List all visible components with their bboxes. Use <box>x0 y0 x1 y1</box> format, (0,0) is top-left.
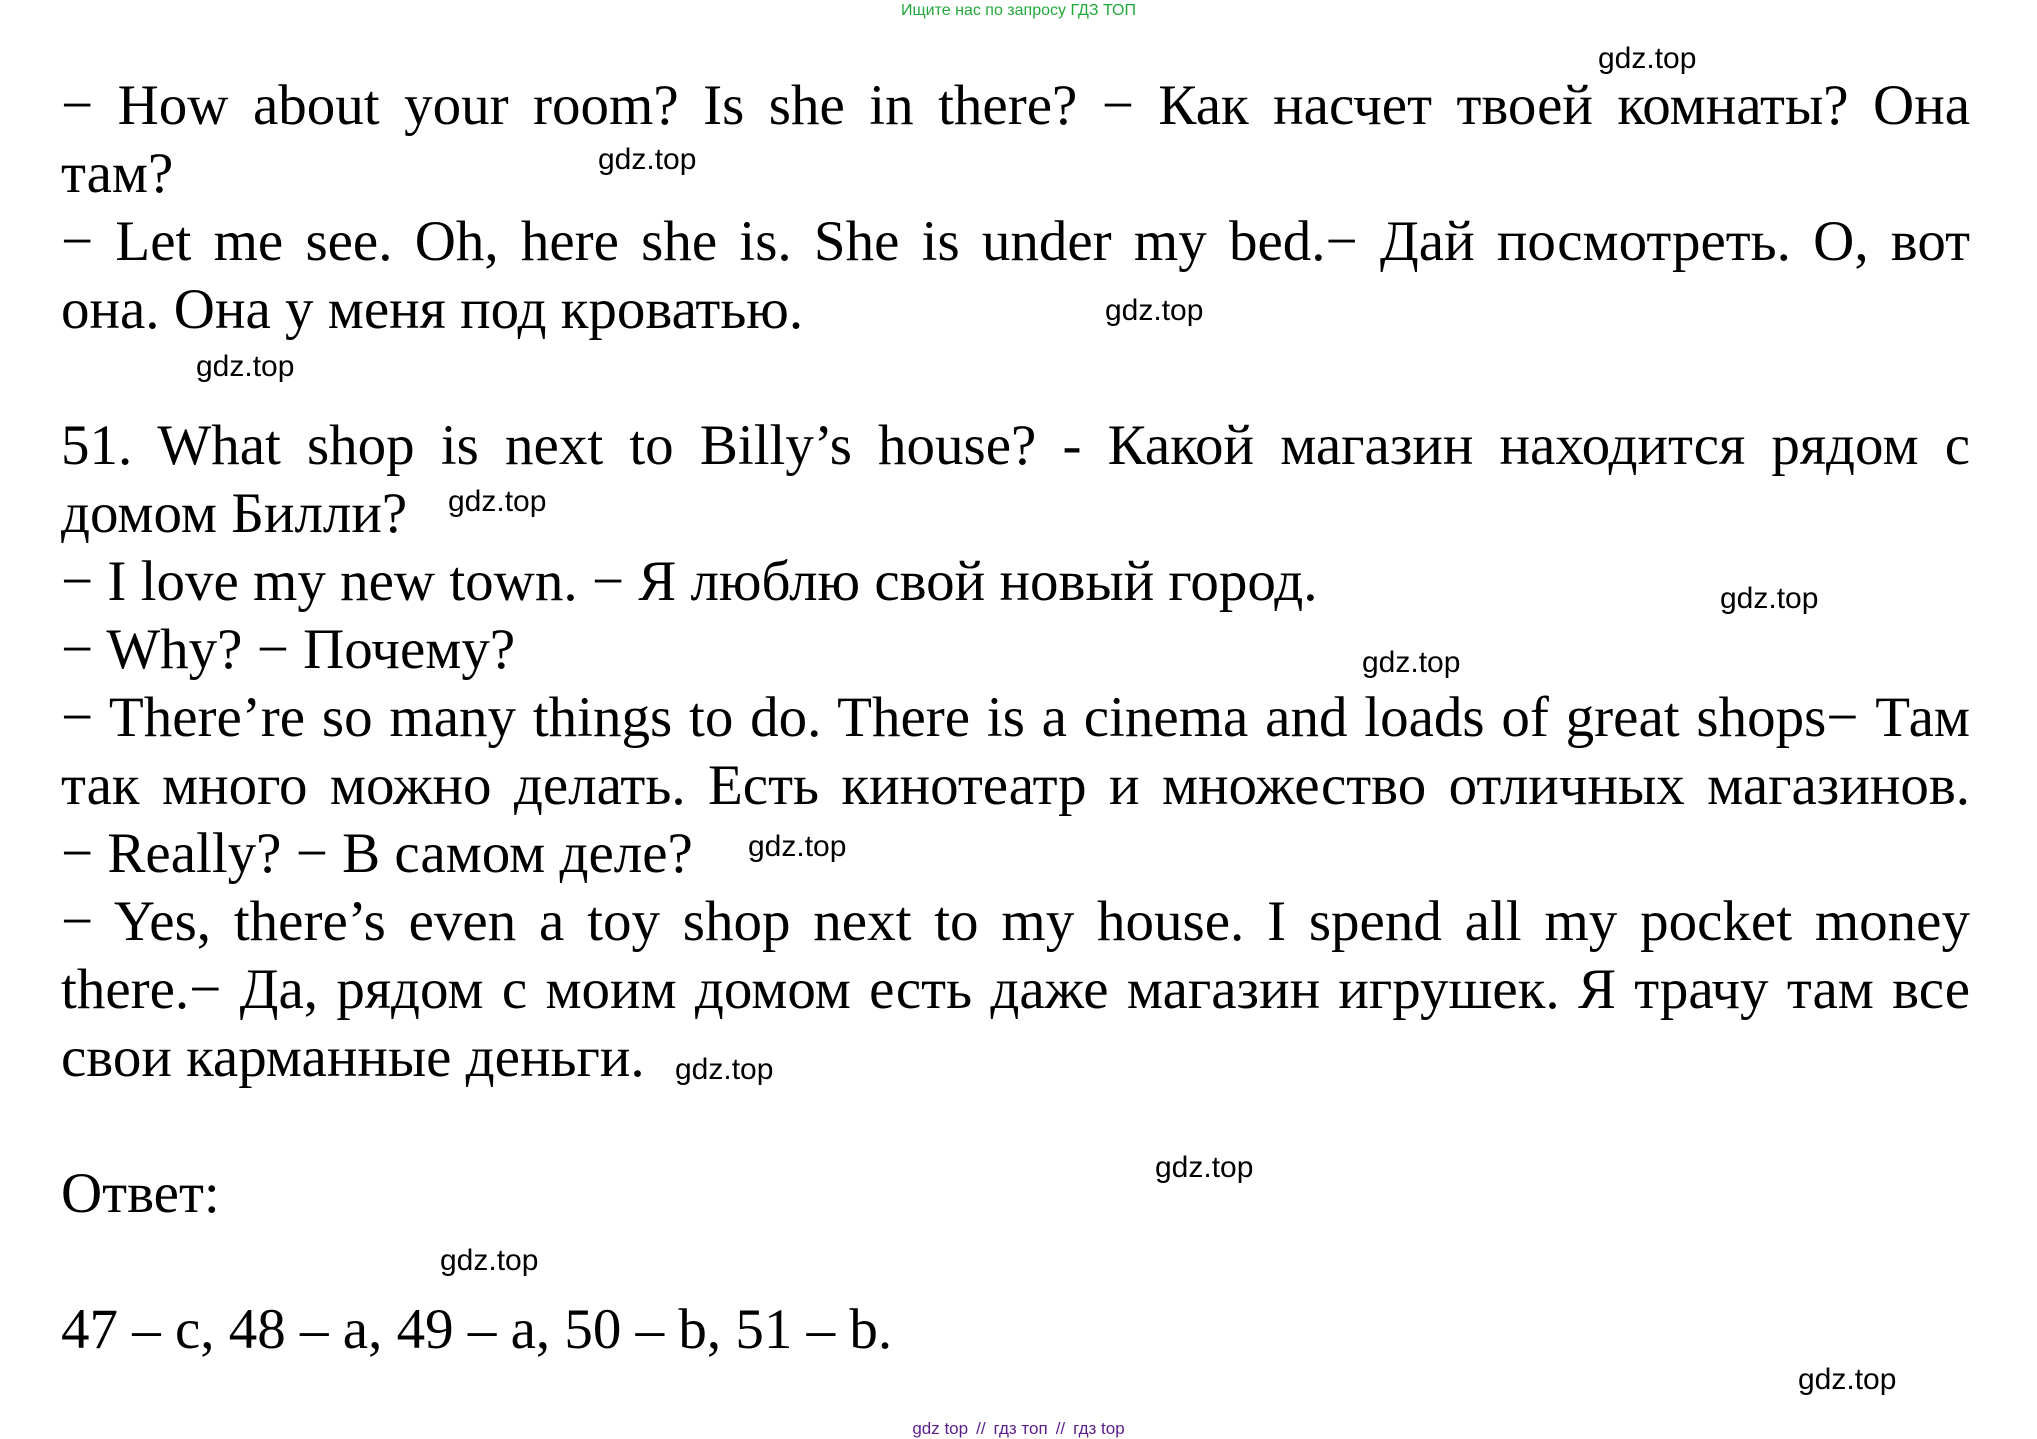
watermark: gdz.top <box>196 350 295 383</box>
text-line: − Really? − В самом деле? <box>61 822 693 885</box>
answer-key <box>61 1296 1970 1364</box>
answer-key-text: 47 – c, 48 – a, 49 – a, 50 – b, 51 – b. <box>61 1298 893 1361</box>
dialogue-line-room-question-cont <box>61 140 1970 208</box>
footer-separator: // <box>976 1419 986 1438</box>
dialogue-line-really <box>61 820 1970 888</box>
question-text: 51. What shop is next to Billy’s house? - Какой магазин находится рядом с <box>61 414 1970 477</box>
answer-label-text: Ответ: <box>61 1162 220 1225</box>
text-line: − How about your room? Is she in there? − Как насчет твоей комнаты? Она <box>61 74 1970 137</box>
watermark: gdz.top <box>448 485 547 518</box>
top-banner[interactable]: Ищите нас по запросу ГДЗ ТОП <box>901 2 1136 19</box>
watermark: gdz.top <box>1155 1151 1254 1184</box>
watermark: gdz.top <box>598 143 697 176</box>
text-line: свои карманные деньги. <box>61 1026 645 1089</box>
footer-links <box>0 1419 2037 1439</box>
text-line: − Why? − Почему? <box>61 618 516 681</box>
text-line: так много можно делать. Есть кинотеатр и множество отличных магазинов. <box>61 754 1970 817</box>
footer-link-gdz-top-mixed[interactable]: гдз top <box>1073 1419 1125 1438</box>
dialogue-line-toy-shop-end <box>61 1024 1970 1092</box>
text-line: − Let me see. Oh, here she is. She is under my bed.− Дай посмотреть. О, вот <box>61 210 1970 273</box>
text-line: − Yes, there’s even a toy shop next to my house. I spend all my pocket money <box>61 890 1970 953</box>
dialogue-line-why <box>61 616 1970 684</box>
answer-label <box>61 1160 1970 1228</box>
watermark: gdz.top <box>1598 42 1697 75</box>
text-line: она. Она у меня под кроватью. <box>61 278 804 341</box>
watermark: gdz.top <box>1105 294 1204 327</box>
text-line: там? <box>61 142 174 205</box>
text-line: − There’re so many things to do. There is a cinema and loads of great shops− Там <box>61 686 1970 749</box>
question-text: домом Билли? <box>61 482 408 545</box>
dialogue-line-new-town <box>61 548 1970 616</box>
text-line: there.− Да, рядом с моим домом есть даже магазин игрушек. Я трачу там все <box>61 958 1970 1021</box>
footer-separator: // <box>1055 1419 1066 1438</box>
question-51-cont <box>61 480 1970 548</box>
watermark: gdz.top <box>1798 1363 1897 1396</box>
watermark: gdz.top <box>675 1053 774 1086</box>
watermark: gdz.top <box>440 1244 539 1277</box>
watermark: gdz.top <box>748 830 847 863</box>
watermark: gdz.top <box>1720 582 1819 615</box>
footer-link-gdz-top-ru[interactable]: гдз топ <box>993 1419 1048 1438</box>
dialogue-line-bed-answer-cont <box>61 276 1970 344</box>
footer-link-gdz-top[interactable]: gdz top <box>912 1419 969 1438</box>
watermark: gdz.top <box>1362 646 1461 679</box>
text-line: − I love my new town. − Я люблю свой новый город. <box>61 550 1318 613</box>
